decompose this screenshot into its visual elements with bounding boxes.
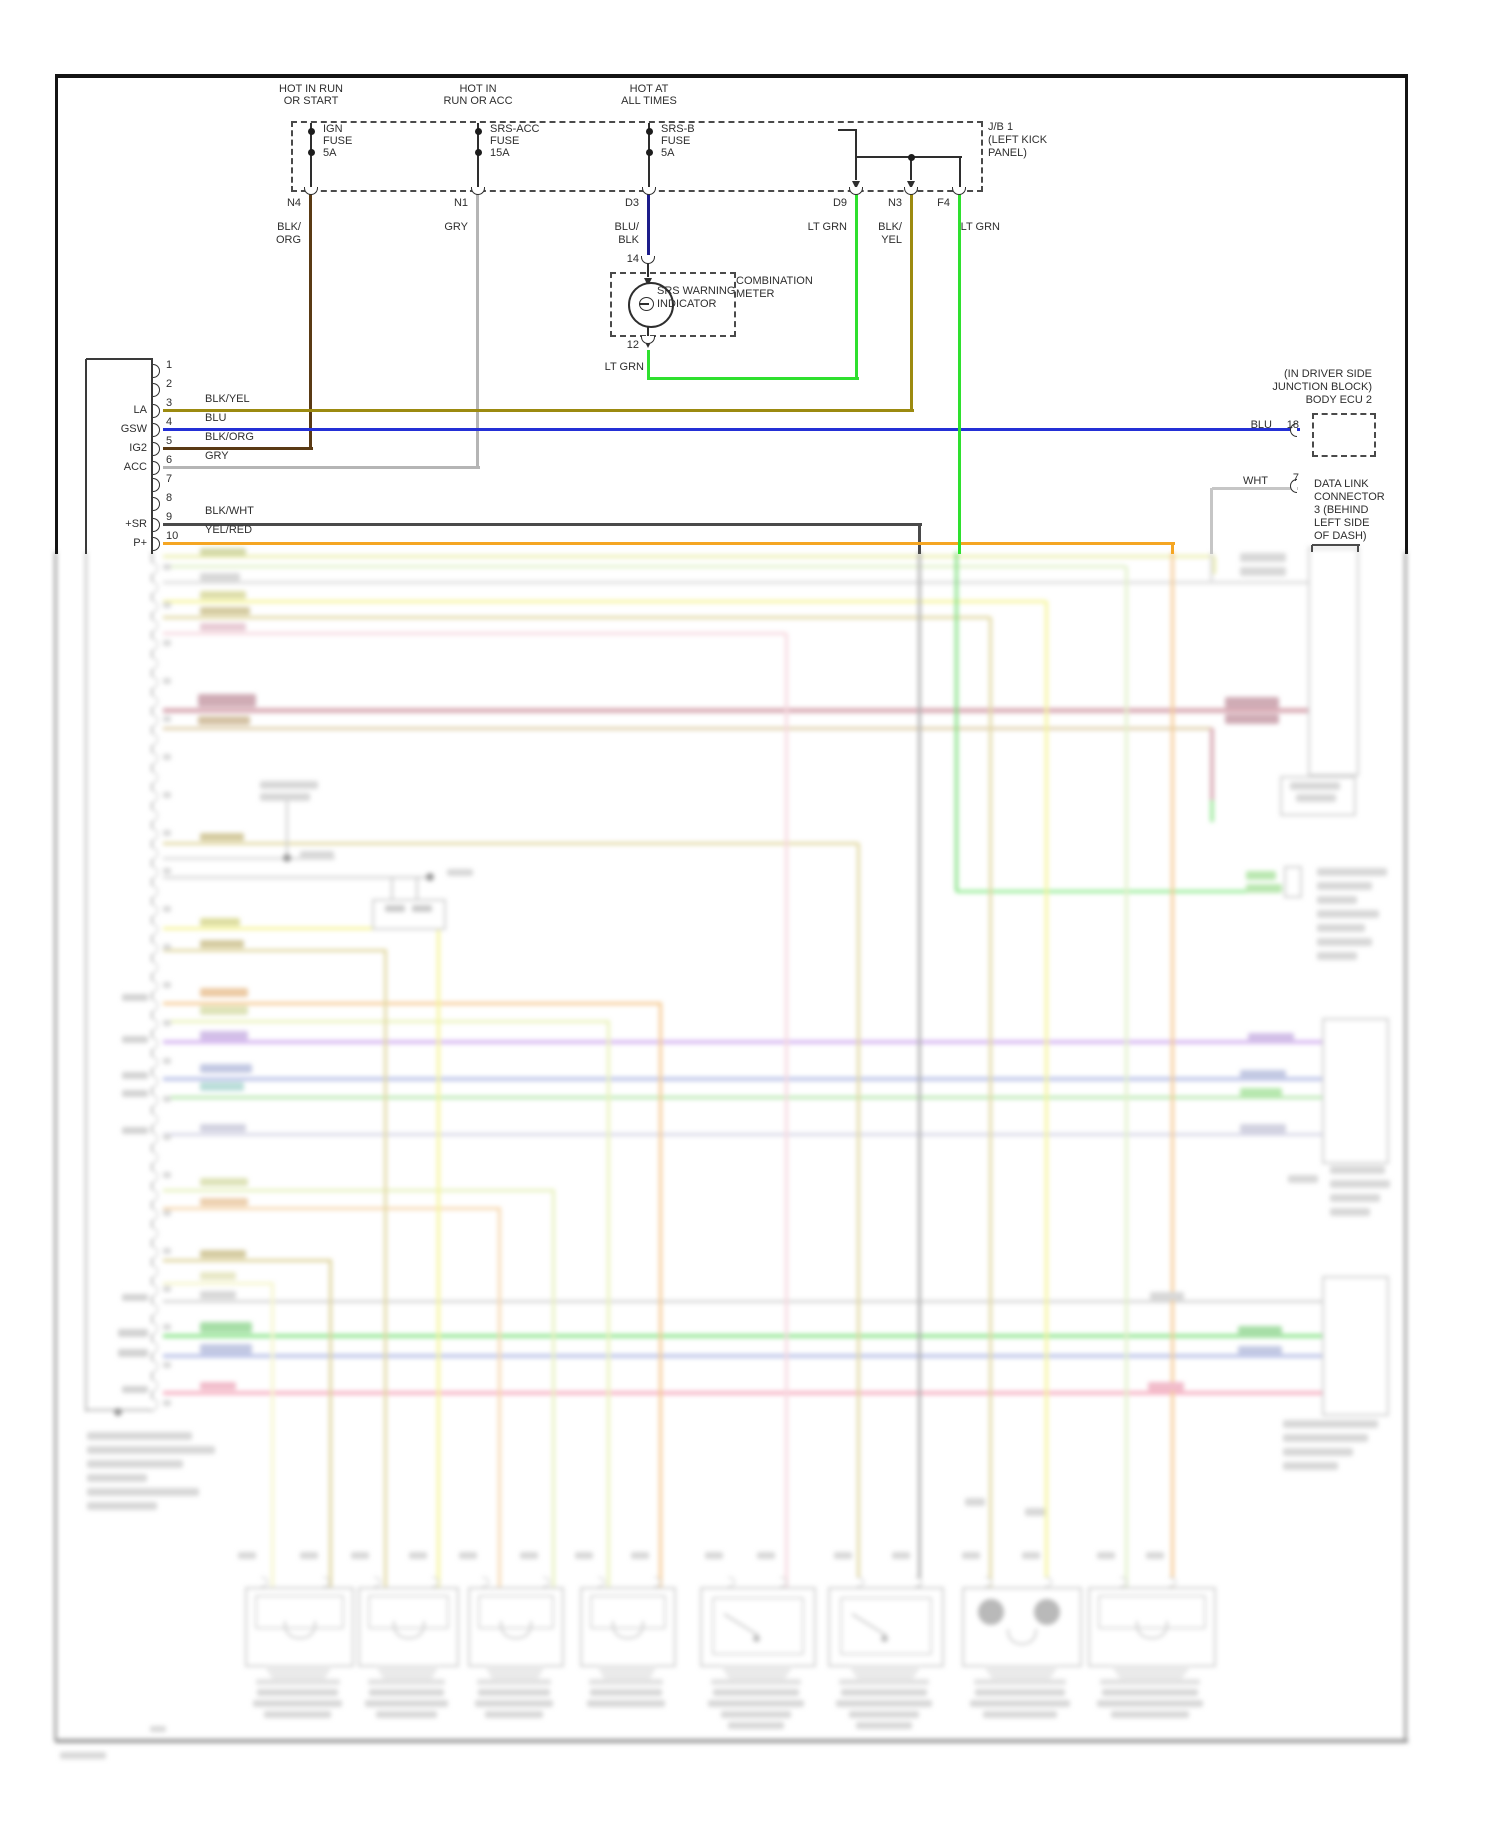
terminal-arc-icon (641, 336, 655, 344)
label-fuse-1-amp: 5A (323, 147, 337, 159)
wire-segment (1171, 543, 1174, 554)
label-wirecolor-10: YEL/RED (205, 524, 253, 536)
junction-dot (475, 128, 482, 135)
label-wirecolor-5: BLK/ORG (205, 431, 254, 443)
label-wirecolor-4: BLU (205, 412, 227, 424)
label-fuse-2-name: SRS-ACC (490, 123, 540, 135)
label-jb1-3: PANEL) (988, 147, 1027, 159)
label-pin-2: 2 (166, 378, 173, 390)
wire-segment (163, 409, 914, 412)
terminal-arc-icon (642, 187, 656, 195)
label-dlc-4: LEFT SIDE (1314, 517, 1370, 529)
frame-right-border (1405, 74, 1408, 554)
label-conn-n3-c1: BLK/ (878, 221, 902, 233)
label-conn-d9-c: LT GRN (807, 221, 847, 233)
label-conn-d3-c1: BLU/ (614, 221, 639, 233)
label-ecu-3: BODY ECU 2 (1305, 394, 1372, 406)
wire-segment (958, 193, 961, 554)
label-sig-sr: +SR (125, 518, 147, 530)
wire-segment (1311, 545, 1313, 552)
label-conn-n3: N3 (887, 197, 902, 209)
wire-segment (959, 157, 961, 189)
wire-segment (86, 358, 153, 360)
label-fuse-1-name: IGN (323, 123, 343, 135)
label-conn-n1-c: GRY (444, 221, 468, 233)
label-conn-n3-c2: YEL (881, 234, 902, 246)
label-srs-ind-1: SRS WARNING (657, 285, 736, 297)
label-pin-7: 7 (166, 473, 173, 485)
label-conn-n4: N4 (286, 197, 301, 209)
label-srs-ind-2: INDICATOR (657, 298, 717, 310)
pin-arc-icon (153, 518, 160, 532)
label-conn-d3-c2: BLK (618, 234, 639, 246)
terminal-arc-icon (471, 187, 485, 195)
label-sig-gsw: GSW (120, 423, 147, 435)
wire-segment (163, 466, 480, 469)
label-jb1-1: J/B 1 (988, 121, 1014, 133)
label-meter-pin-14: 14 (626, 253, 639, 265)
label-sig-p: P+ (133, 537, 147, 549)
label-conn-n1: N1 (453, 197, 468, 209)
junction-dot (475, 149, 482, 156)
wire-segment (476, 193, 479, 467)
label-wirecolor-3: BLK/YEL (205, 393, 250, 405)
terminal-arc-icon (952, 187, 966, 195)
label-fuse-1-word: FUSE (323, 135, 353, 147)
label-pin-5: 5 (166, 435, 173, 447)
label-hot-1a: HOT IN RUN (279, 83, 343, 95)
wire-segment (1210, 488, 1213, 554)
label-comb-meter-1: COMBINATION (736, 275, 813, 287)
wire-segment (838, 129, 857, 131)
label-fuse-3-name: SRS-B (661, 123, 695, 135)
frame-left-border (55, 74, 58, 554)
label-fuse-2-word: FUSE (490, 135, 520, 147)
label-hot-2b: RUN OR ACC (443, 95, 513, 107)
pin-arc-icon (153, 497, 160, 511)
junction-dot (308, 149, 315, 156)
frame-top-border (55, 74, 1408, 78)
wire-segment (910, 193, 913, 410)
label-conn-n4-c2: ORG (275, 234, 301, 246)
terminal-arc-icon (304, 187, 318, 195)
pin-arc-icon (153, 478, 160, 492)
pin-arc-icon (153, 364, 160, 378)
label-hot-2a: HOT IN (459, 83, 497, 95)
label-ecu-2: JUNCTION BLOCK) (1272, 381, 1372, 393)
junction-dot (646, 149, 653, 156)
wire-segment (647, 350, 650, 380)
label-hot-3a: HOT AT (629, 83, 669, 95)
wire-segment (1357, 545, 1359, 552)
label-conn-n4-c1: BLK/ (277, 221, 301, 233)
label-ecu-wire: BLU (1250, 419, 1272, 431)
label-pin-4: 4 (166, 416, 173, 428)
wire-segment (918, 524, 921, 554)
pin-arc-icon (153, 383, 160, 397)
label-pin-3: 3 (166, 397, 173, 409)
label-hot-1b: OR START (283, 95, 339, 107)
label-comb-meter-2: METER (736, 288, 775, 300)
wire-segment (1312, 544, 1360, 546)
pin-arc-icon (153, 423, 160, 437)
terminal-arc-icon (904, 187, 918, 195)
wire-segment (163, 447, 313, 450)
wire-segment (855, 193, 858, 380)
label-conn-d3: D3 (624, 197, 639, 209)
body-ecu2-box (1312, 413, 1376, 457)
label-meter-out-color: LT GRN (604, 361, 644, 373)
pin-arc-icon (153, 404, 160, 418)
junction-dot (908, 154, 915, 161)
label-sig-ig2: IG2 (129, 442, 147, 454)
label-pin-10: 10 (166, 530, 179, 542)
wire-segment (855, 130, 857, 157)
label-pin-6: 6 (166, 454, 173, 466)
pin-arc-icon (153, 461, 160, 475)
label-wirecolor-9: BLK/WHT (205, 505, 254, 517)
wire-segment (163, 523, 922, 526)
label-dlc-pin: 7 (1292, 472, 1299, 484)
label-dlc-wire: WHT (1242, 475, 1268, 487)
label-sig-la: LA (133, 404, 147, 416)
label-fuse-3-word: FUSE (661, 135, 691, 147)
label-fuse-3-amp: 5A (661, 147, 675, 159)
label-conn-f4-c: LT GRN (960, 221, 1000, 233)
wire-segment (85, 359, 87, 554)
label-pin-1: 1 (166, 359, 173, 371)
label-pin-8: 8 (166, 492, 173, 504)
label-conn-f4: F4 (937, 197, 950, 209)
label-ecu-pin: 18 (1286, 419, 1299, 431)
terminal-arc-icon (849, 187, 863, 195)
junction-dot (646, 128, 653, 135)
wire-segment (163, 428, 1300, 431)
terminal-arc-icon (641, 256, 655, 264)
label-dlc-1: DATA LINK (1314, 478, 1369, 490)
label-fuse-2-amp: 15A (490, 147, 510, 159)
wire-segment (648, 377, 859, 380)
wire-segment (855, 157, 857, 180)
label-hot-3b: ALL TIMES (621, 95, 677, 107)
label-meter-pin-12: 12 (626, 339, 639, 351)
label-dlc-5: OF DASH) (1314, 530, 1367, 542)
label-sig-acc: ACC (123, 461, 147, 473)
label-pin-9: 9 (166, 511, 173, 523)
wire-segment (647, 193, 650, 255)
label-dlc-3: 3 (BEHIND (1314, 504, 1369, 516)
label-jb1-2: (LEFT KICK (988, 134, 1048, 146)
wire-segment (163, 542, 1175, 545)
label-conn-d9: D9 (832, 197, 847, 209)
junction-dot (308, 128, 315, 135)
pin-arc-icon (153, 442, 160, 456)
wire-segment (647, 263, 649, 277)
label-wirecolor-6: GRY (205, 450, 229, 462)
srs-warning-bulb-stem (639, 303, 649, 305)
pin-arc-icon (153, 537, 160, 551)
label-dlc-2: CONNECTOR (1314, 491, 1385, 503)
label-ecu-1: (IN DRIVER SIDE (1283, 368, 1372, 380)
